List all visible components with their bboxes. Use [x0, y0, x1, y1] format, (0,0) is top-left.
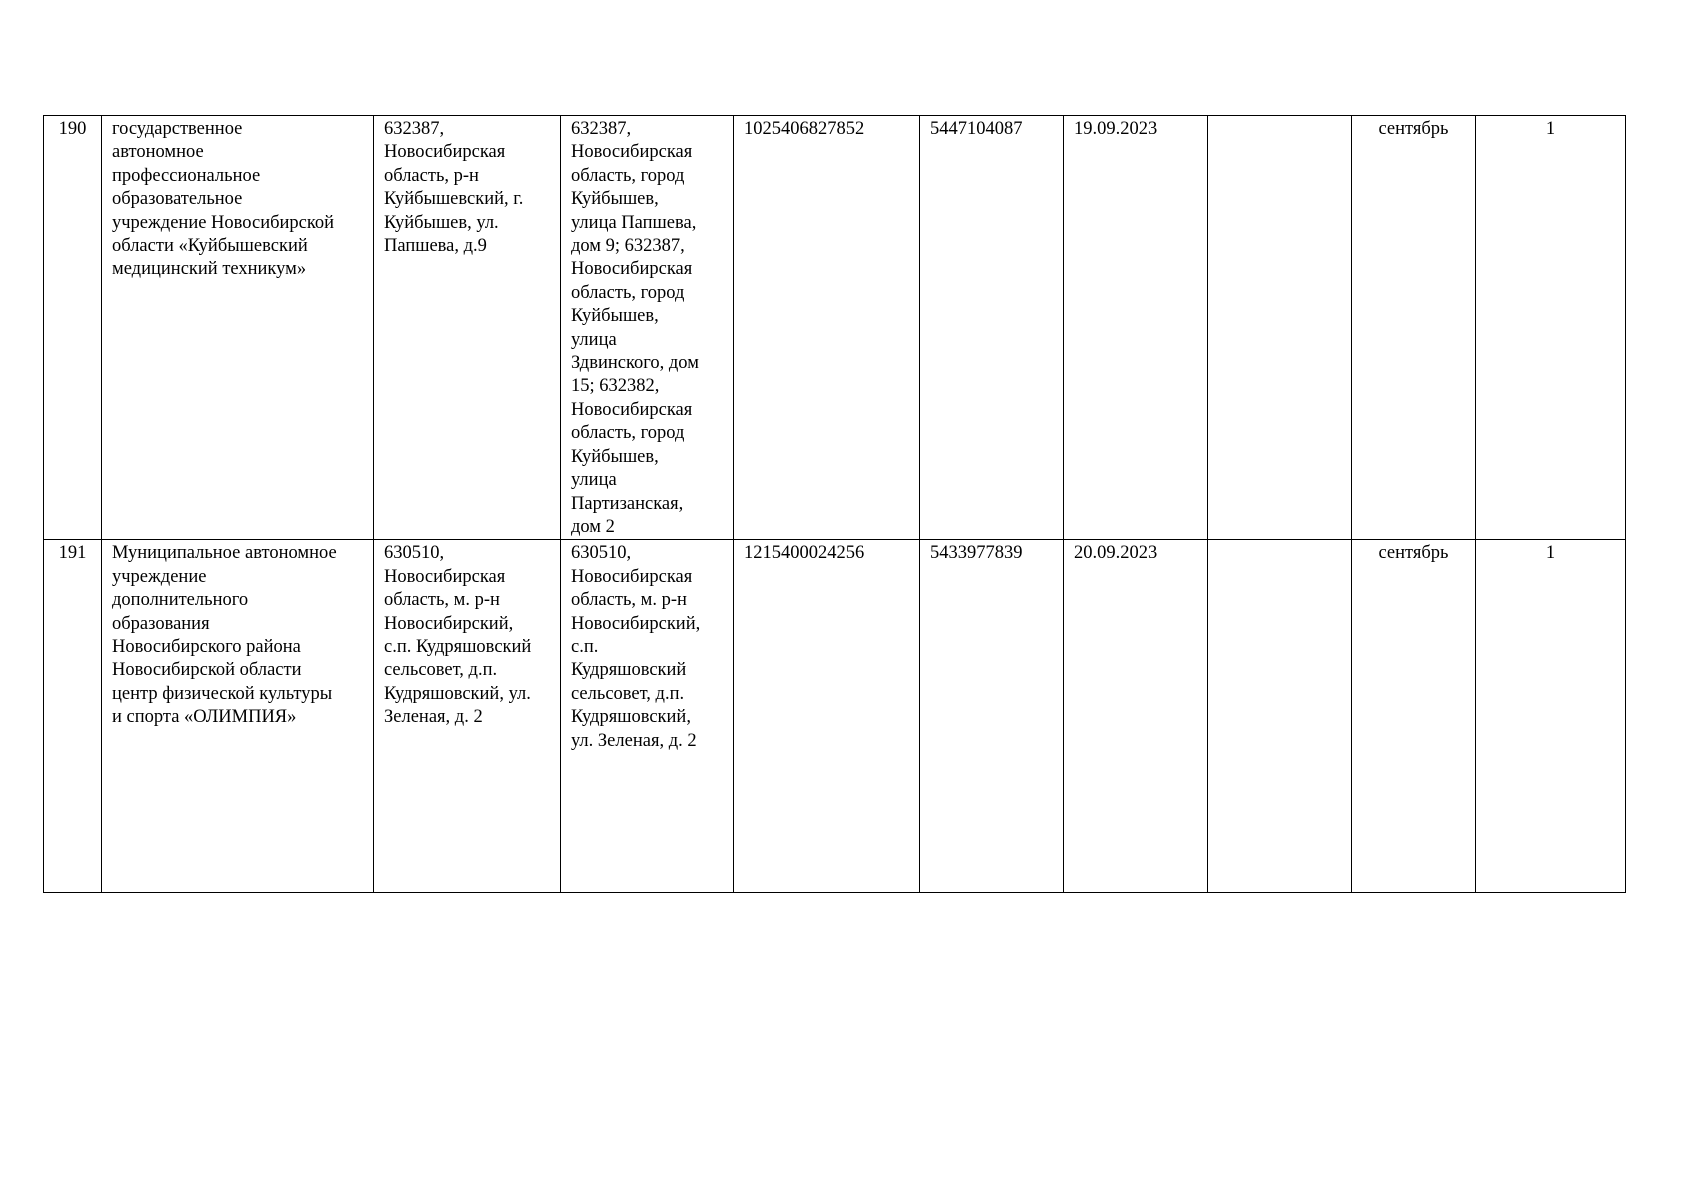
organization-name: Муниципальное автономное учреждение дополнительного образования Новосибирского района Новосибирской области центр физической культуры и спорта «ОЛИМПИЯ» [102, 540, 374, 893]
row-number: 191 [44, 540, 102, 893]
extra-cell [1208, 540, 1352, 893]
inn-value: 5447104087 [920, 116, 1064, 540]
activity-address: 630510, Новосибирская область, м. р-н Новосибирский, с.п. Кудряшовский сельсовет, д.п. Кудряшовский, ул. Зеленая, д. 2 [561, 540, 734, 893]
date-value: 19.09.2023 [1064, 116, 1208, 540]
legal-address: 630510, Новосибирская область, м. р-н Новосибирский, с.п. Кудряшовский сельсовет, д.п. Кудряшовский, ул. Зеленая, д. 2 [374, 540, 561, 893]
ogrn-value: 1025406827852 [734, 116, 920, 540]
count-value: 1 [1476, 116, 1626, 540]
inspection-table [43, 115, 1626, 893]
date-value: 20.09.2023 [1064, 540, 1208, 893]
activity-address: 632387, Новосибирская область, город Куйбышев, улица Папшева, дом 9; 632387, Новосибирская область, город Куйбышев, улица Здвинского, дом 15; 632382, Новосибирская область, город Куйбышев, улица Партизанская, дом 2 [561, 116, 734, 540]
table-row [44, 540, 1626, 893]
row-number: 190 [44, 116, 102, 540]
count-value: 1 [1476, 540, 1626, 893]
inn-value: 5433977839 [920, 540, 1064, 893]
table-row [44, 116, 1626, 540]
extra-cell [1208, 116, 1352, 540]
ogrn-value: 1215400024256 [734, 540, 920, 893]
organization-name: государственное автономное профессиональное образовательное учреждение Новосибирской области «Куйбышевский медицинский техникум» [102, 116, 374, 540]
month-value: сентябрь [1352, 116, 1476, 540]
month-value: сентябрь [1352, 540, 1476, 893]
legal-address: 632387, Новосибирская область, р-н Куйбышевский, г. Куйбышев, ул. Папшева, д.9 [374, 116, 561, 540]
